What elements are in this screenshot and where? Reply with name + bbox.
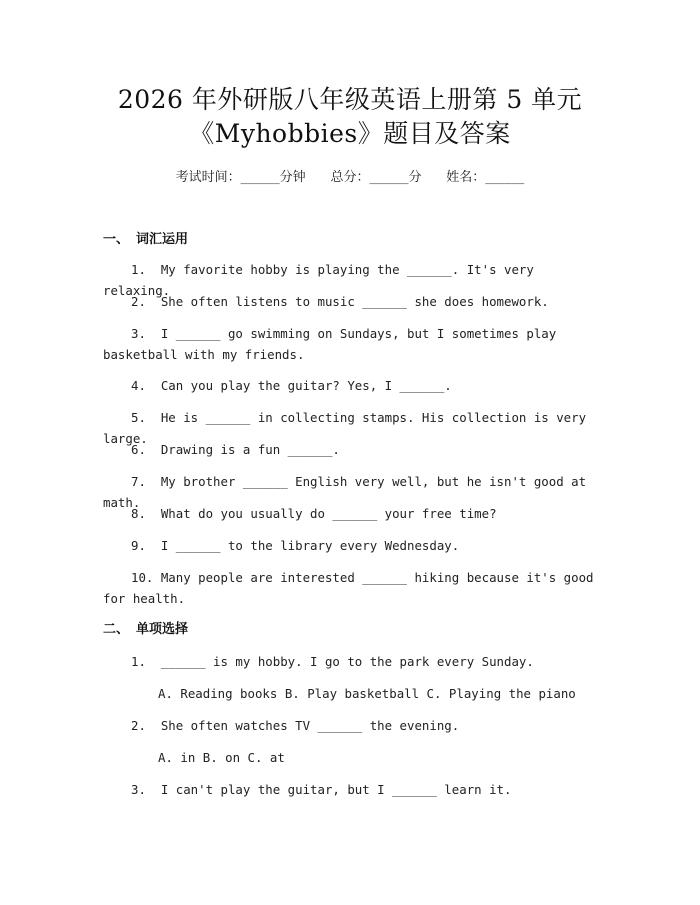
question-item: 6. Drawing is a fun ______. — [131, 442, 340, 457]
question-item: 1. ______ is my hobby. I go to the park every Sunday. — [131, 654, 534, 669]
section-number: 一、 — [103, 232, 130, 247]
section-heading-vocabulary — [103, 230, 188, 250]
question-item: 3. I ______ go swimming on Sundays, but I sometimes play basketball with my friends. — [103, 326, 564, 362]
question-item: 2. She often listens to music ______ she does homework. — [131, 294, 549, 309]
question-item: 2. She often watches TV ______ the evening. — [131, 718, 460, 733]
section-title: 单项选择 — [136, 622, 189, 637]
exam-time-field: 考试时间：______分钟 — [175, 170, 306, 185]
question-item: 1. My favorite hobby is playing the ______. It's very relaxing. — [103, 262, 542, 298]
answer-options: A. Reading books B. Play basketball C. Playing the piano — [158, 686, 576, 701]
section-title: 词汇运用 — [136, 232, 189, 247]
question-item: 3. I can't play the guitar, but I ______ learn it. — [131, 782, 512, 797]
question-item: 9. I ______ to the library every Wednesday. — [131, 538, 460, 553]
exam-meta — [0, 168, 700, 188]
document-title-line-2: 《Myhobbies》题目及答案 — [189, 119, 511, 148]
question-item: 7. My brother ______ English very well, but he isn't good at math. — [103, 474, 594, 510]
question-item: 4. Can you play the guitar? Yes, I ______. — [131, 378, 452, 393]
student-name-field: 姓名：______ — [446, 170, 525, 185]
section-heading-multiple-choice — [103, 620, 188, 640]
total-score-field: 总分：______分 — [330, 170, 422, 185]
question-item: 5. He is ______ in collecting stamps. His collection is very large. — [103, 410, 594, 446]
section-number: 二、 — [103, 622, 130, 637]
answer-options: A. in B. on C. at — [158, 750, 285, 765]
question-item: 8. What do you usually do ______ your free time? — [131, 506, 497, 521]
document-title-line-1: 2026 年外研版八年级英语上册第 5 单元 — [117, 85, 583, 114]
question-item: 10. Many people are interested ______ hiking because it's good for health. — [103, 570, 601, 606]
